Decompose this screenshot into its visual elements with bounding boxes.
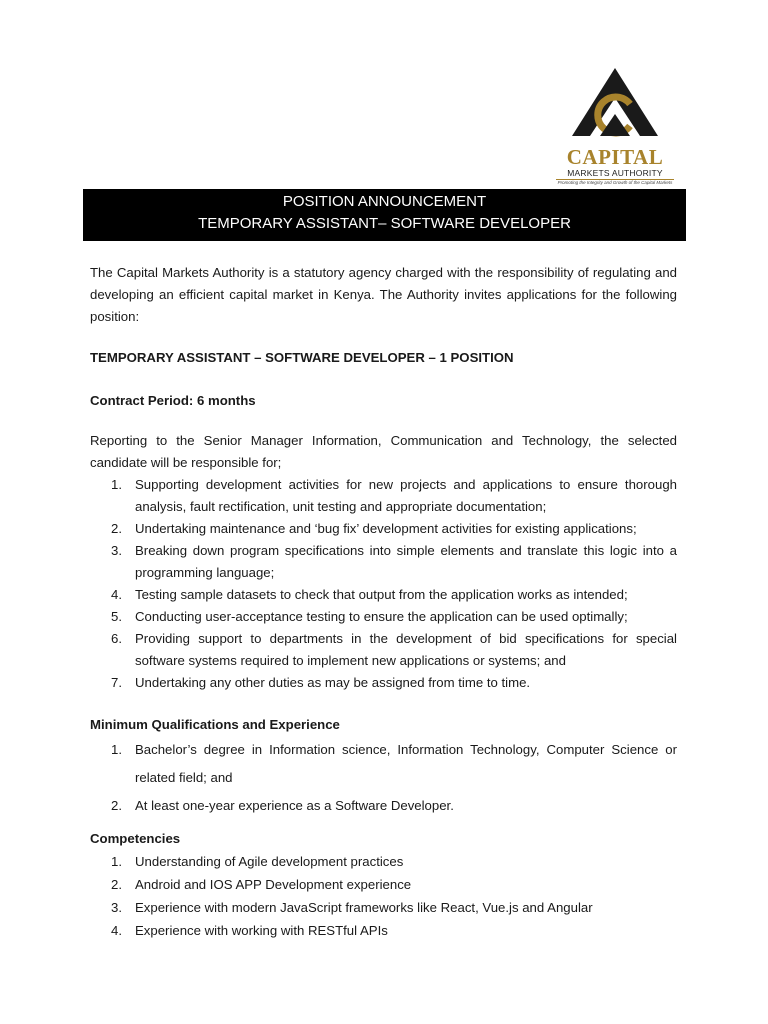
list-number: 2. bbox=[111, 521, 122, 536]
cma-logo bbox=[552, 66, 682, 190]
list-number: 2. bbox=[111, 877, 122, 892]
list-number: 6. bbox=[111, 631, 122, 646]
qualifications-heading: Minimum Qualifications and Experience bbox=[90, 717, 340, 732]
list-item bbox=[90, 518, 677, 540]
logo-name: CAPITAL bbox=[566, 145, 664, 169]
list-text: Android and IOS APP Development experience bbox=[135, 877, 412, 892]
list-number: 1. bbox=[111, 477, 122, 492]
banner-title: POSITION ANNOUNCEMENT bbox=[282, 193, 487, 210]
list-item bbox=[90, 584, 677, 606]
intro-paragraph: The Capital Markets Authority is a statutory agency charged with the responsibility of regulating and developing an efficient capital market in Kenya. The Authority invites applications for the following position: bbox=[90, 265, 677, 324]
qualifications-list bbox=[90, 736, 677, 820]
competencies-list bbox=[90, 850, 677, 942]
logo-subtitle: MARKETS AUTHORITY bbox=[567, 168, 663, 178]
reporting-paragraph: Reporting to the Senior Manager Information, Communication and Technology, the selected candidate will be responsible for; bbox=[90, 433, 677, 470]
list-number: 3. bbox=[111, 543, 122, 558]
list-item bbox=[90, 606, 677, 628]
list-number: 4. bbox=[111, 923, 122, 938]
list-text: Experience with working with RESTful APIs bbox=[135, 923, 388, 938]
list-item bbox=[90, 850, 677, 873]
list-item bbox=[90, 919, 677, 942]
responsibilities-list bbox=[90, 474, 677, 694]
list-text: Bachelor’s degree in Information science, Information Technology, Computer Science or related field; and bbox=[135, 742, 677, 785]
document-body bbox=[90, 262, 677, 942]
list-item bbox=[90, 873, 677, 896]
list-text: Undertaking maintenance and ‘bug fix’ development activities for existing applications; bbox=[135, 521, 637, 536]
list-text: Understanding of Agile development practices bbox=[135, 854, 404, 869]
list-text: At least one-year experience as a Software Developer. bbox=[135, 798, 454, 813]
list-number: 1. bbox=[111, 854, 122, 869]
list-item bbox=[90, 540, 677, 584]
list-item bbox=[90, 736, 677, 792]
position-title: TEMPORARY ASSISTANT – SOFTWARE DEVELOPER – 1 POSITION bbox=[90, 350, 514, 365]
contract-period: Contract Period: 6 months bbox=[90, 393, 256, 408]
list-text: Undertaking any other duties as may be assigned from time to time. bbox=[135, 675, 531, 690]
list-text: Testing sample datasets to check that output from the application works as intended; bbox=[135, 587, 628, 602]
announcement-banner bbox=[83, 189, 686, 241]
list-item bbox=[90, 628, 677, 672]
list-number: 2. bbox=[111, 798, 122, 813]
logo-tagline: Promoting the Integrity and Growth of the Capital Markets bbox=[557, 180, 673, 185]
list-text: Conducting user-acceptance testing to ensure the application can be used optimally; bbox=[135, 609, 628, 624]
list-text: Experience with modern JavaScript frameworks like React, Vue.js and Angular bbox=[135, 900, 593, 915]
list-number: 7. bbox=[111, 675, 122, 690]
list-item bbox=[90, 474, 677, 518]
list-text: Breaking down program specifications into simple elements and translate this logic into a programming language; bbox=[135, 543, 677, 580]
list-number: 3. bbox=[111, 900, 122, 915]
list-number: 4. bbox=[111, 587, 122, 602]
cma-emblem-icon bbox=[552, 66, 678, 148]
list-item bbox=[90, 672, 677, 694]
banner-subtitle: TEMPORARY ASSISTANT– SOFTWARE DEVELOPER bbox=[198, 215, 571, 232]
competencies-heading: Competencies bbox=[90, 831, 181, 846]
list-text: Providing support to departments in the development of bid specifications for special software systems required to implement new applications or systems; and bbox=[135, 631, 677, 668]
list-number: 1. bbox=[111, 742, 122, 757]
list-item bbox=[90, 792, 677, 820]
list-item bbox=[90, 896, 677, 919]
list-text: Supporting development activities for new projects and applications to ensure thorough analysis, fault rectification, unit testing and appropriate documentation; bbox=[135, 477, 677, 514]
list-number: 5. bbox=[111, 609, 122, 624]
